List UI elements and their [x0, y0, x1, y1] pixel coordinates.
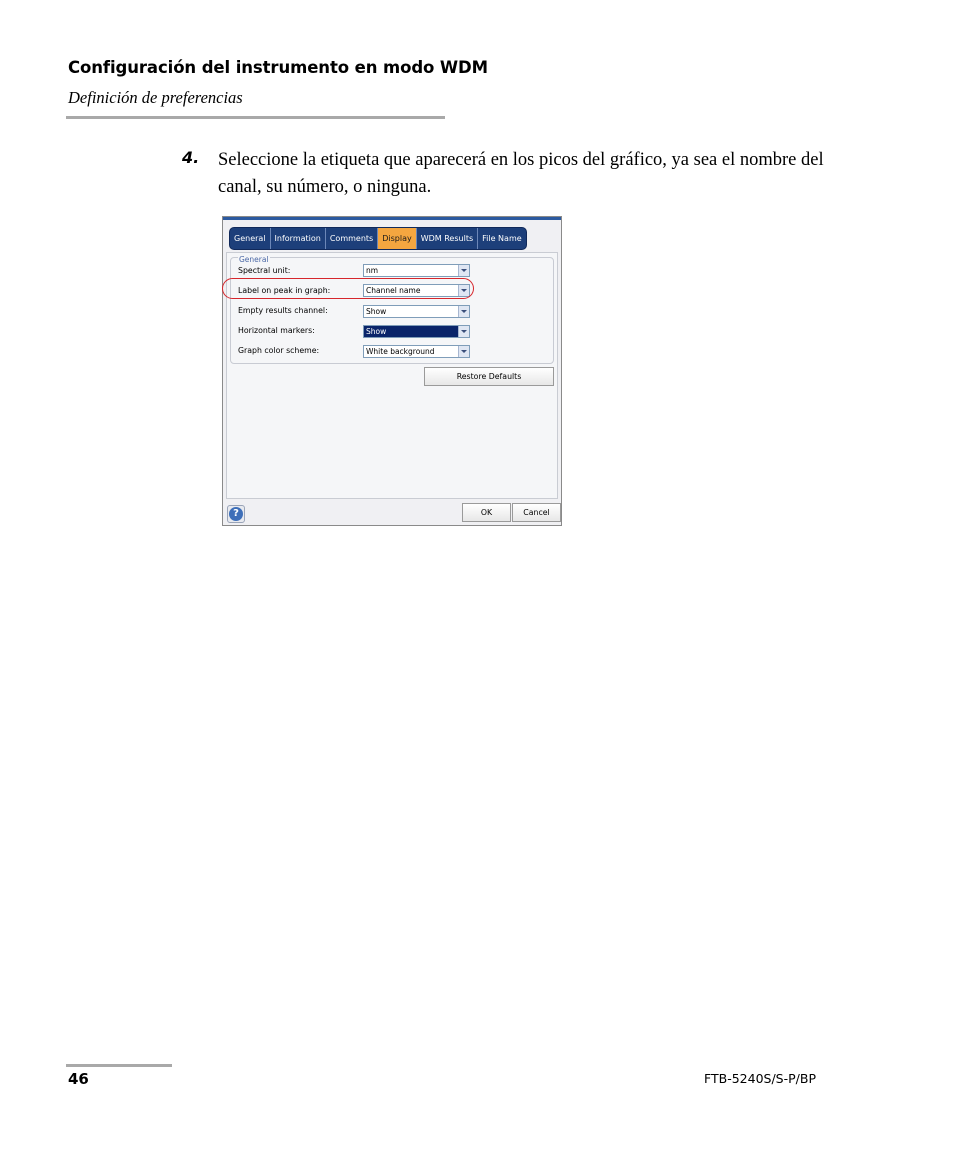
- product-model: FTB-5240S/S-P/BP: [704, 1071, 816, 1086]
- chevron-down-icon[interactable]: [458, 346, 469, 357]
- tab-general[interactable]: General: [230, 228, 271, 249]
- empty-results-channel-label: Empty results channel:: [238, 306, 328, 315]
- horizontal-markers-value: Show: [366, 327, 387, 336]
- horizontal-markers-select[interactable]: [363, 325, 470, 338]
- general-group: [230, 257, 554, 364]
- cancel-button[interactable]: Cancel: [512, 503, 561, 522]
- tab-file-name[interactable]: File Name: [482, 234, 522, 243]
- chevron-down-icon[interactable]: [458, 306, 469, 317]
- step-text: Seleccione la etiqueta que aparecerá en los picos del gráfico, ya sea el nombre del canal, su número, o ninguna.: [218, 150, 824, 197]
- tab-wdm-results[interactable]: WDM Results: [417, 228, 478, 249]
- page-header-title: Configuración del instrumento en modo WDM: [68, 58, 488, 77]
- step-number: 4.: [182, 148, 200, 167]
- graph-color-scheme-label: Graph color scheme:: [238, 346, 320, 355]
- page-number: 46: [68, 1070, 89, 1088]
- highlight-ring: [222, 278, 474, 299]
- preferences-dialog: [222, 216, 562, 526]
- empty-results-channel-select[interactable]: [363, 305, 470, 318]
- tab-information[interactable]: Information: [271, 228, 326, 249]
- ok-button[interactable]: OK: [462, 503, 511, 522]
- spectral-unit-label: Spectral unit:: [238, 266, 291, 275]
- label-on-peak-label: Label on peak in graph:: [238, 286, 331, 295]
- tab-bar: [229, 227, 527, 250]
- footer-divider: [66, 1064, 172, 1067]
- dialog-top-bar: [223, 217, 561, 220]
- chevron-down-icon[interactable]: [458, 326, 469, 337]
- tab-comments[interactable]: Comments: [326, 228, 378, 249]
- tab-display[interactable]: Display: [378, 228, 417, 249]
- help-icon: ?: [229, 507, 243, 521]
- empty-results-channel-value: Show: [366, 307, 387, 316]
- label-on-peak-value: Channel name: [366, 286, 421, 295]
- chevron-down-icon[interactable]: [458, 265, 469, 276]
- spectral-unit-value: nm: [366, 266, 379, 275]
- restore-defaults-button[interactable]: Restore Defaults: [424, 367, 554, 386]
- header-divider: [66, 116, 445, 119]
- graph-color-scheme-value: White background: [366, 347, 435, 356]
- help-button[interactable]: [227, 505, 245, 523]
- horizontal-markers-label: Horizontal markers:: [238, 326, 315, 335]
- graph-color-scheme-select[interactable]: [363, 345, 470, 358]
- spectral-unit-select[interactable]: [363, 264, 470, 277]
- general-group-label: General: [239, 255, 269, 264]
- page-header-subtitle: Definición de preferencias: [68, 88, 243, 107]
